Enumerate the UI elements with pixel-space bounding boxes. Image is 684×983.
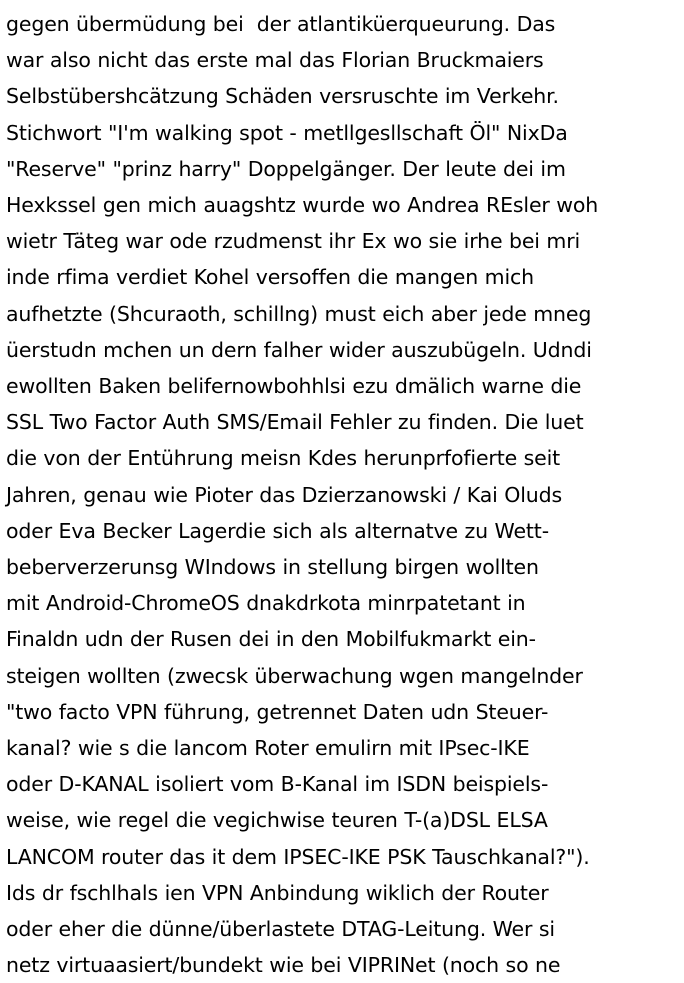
text-line: mit Android-ChromeOS dnakdrkota minrpatetant in: [6, 591, 526, 616]
text-line: wietr Täteg war ode rzudmenst ihr Ex wo sie irhe bei mri: [6, 229, 581, 254]
text-line: ewollten Baken belifernowbohhlsi ezu dmälich warne die: [6, 374, 582, 399]
text-line: steigen wollten (zwecsk überwachung wgen mangelnder: [6, 663, 583, 688]
text-line: "Reserve" "prinz harry" Doppelgänger. Der leute dei im: [6, 156, 566, 181]
text-line: Stichwort "I'm walking spot - metllgesllschaft Öl" NixDa: [6, 120, 568, 145]
text-line: Hexkssel gen mich auagshtz wurde wo Andrea REsler woh: [6, 193, 599, 218]
text-line: oder eher die dünne/überlastete DTAG-Leitung. Wer si: [6, 917, 555, 942]
text-line: netz virtuaasiert/bundekt wie bei VIPRINet (noch so ne: [6, 953, 561, 978]
text-line: "two facto VPN führung, getrennet Daten udn Steuer-: [6, 699, 549, 724]
text-line: Finaldn udn der Rusen dei in den Mobilfukmarkt ein-: [6, 627, 536, 652]
text-line: Ids dr fschlhals ien VPN Anbindung wiklich der Router: [6, 880, 549, 905]
text-line: die von der Entührung meisn Kdes herunprfofierte seit: [6, 446, 561, 471]
text-line: beberverzerunsg WIndows in stellung birgen wollten: [6, 555, 539, 580]
text-line: oder Eva Becker Lagerdie sich als alternatve zu Wett-: [6, 518, 549, 543]
text-line: Selbstübershcätzung Schäden versruschte im Verkehr.: [6, 84, 559, 109]
text-line: kanal? wie s die lancom Roter emulirn mit IPsec-IKE: [6, 736, 530, 761]
text-line: inde rfima verdiet Kohel versoffen die mangen mich: [6, 265, 534, 290]
text-line: war also nicht das erste mal das Florian Bruckmaiers: [6, 48, 544, 73]
text-line: Jahren, genau wie Pioter das Dzierzanowski / Kai Oluds: [6, 482, 562, 507]
text-line: aufhetzte (Shcuraoth, schillng) must eich aber jede mneg: [6, 301, 592, 326]
text-line: oder D-KANAL isoliert vom B-Kanal im ISDN beispiels-: [6, 772, 549, 797]
text-line: gegen übermüdung bei der atlantiküerqueurung. Das: [6, 12, 556, 36]
text-line: weise, wie regel die vegichwise teuren T-(a)DSL ELSA: [6, 808, 548, 833]
text-line: LANCOM router das it dem IPSEC-IKE PSK Tauschkanal?").: [6, 844, 590, 869]
text-line: üerstudn mchen un dern falher wider auszubügeln. Udndi: [6, 337, 592, 362]
text-line: SSL Two Factor Auth SMS/Email Fehler zu finden. Die luet: [6, 410, 584, 435]
